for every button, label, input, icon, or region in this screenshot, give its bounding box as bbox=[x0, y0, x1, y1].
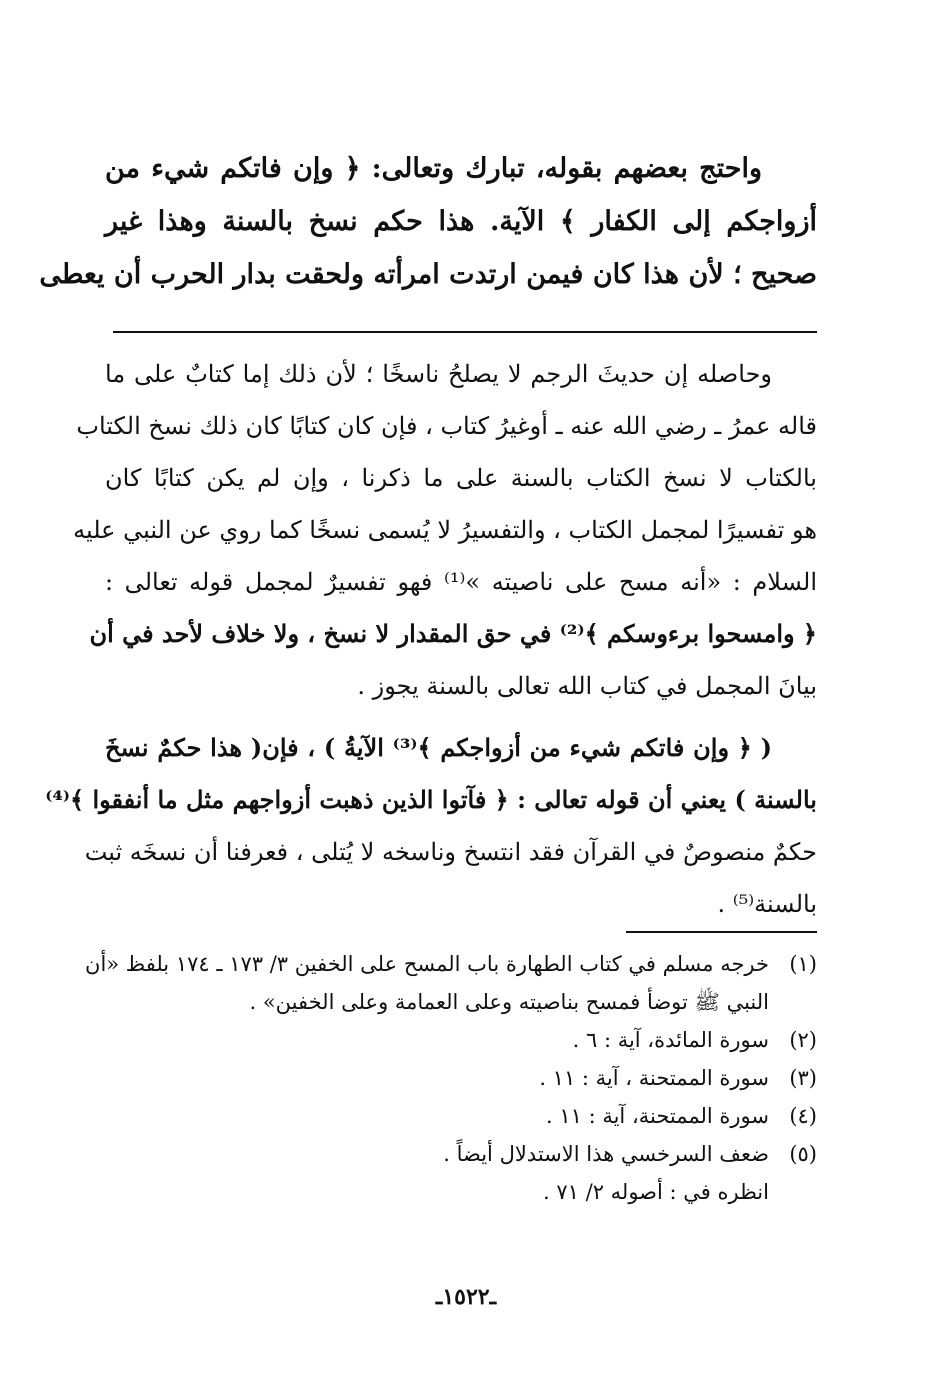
footnotes bbox=[85, 945, 817, 1211]
commentary-line: بيانَ المجمل في كتاب الله تعالى بالسنة يجوز . bbox=[357, 672, 817, 700]
footnote-divider bbox=[626, 931, 817, 933]
commentary-line: ( ﴿ وإن فاتكم شيء من أزواجكم ﴾⁽³⁾ الآيةُ ) ، فإن( هذا حكمٌ نسخَ bbox=[105, 733, 772, 762]
footnote-text: خرجه مسلم في كتاب الطهارة باب المسح على الخفين ٣/ ١٧٣ ـ ١٧٤ بلفظ «أن bbox=[85, 952, 769, 976]
commentary-line: هو تفسيرًا لمجمل الكتاب ، والتفسيرُ لا يُسمى نسخًا كما روي عن النبي عليه bbox=[73, 516, 817, 544]
footnote-item bbox=[105, 1135, 817, 1173]
footnote-text: ضعف السرخسي هذا الاستدلال أيضاً . bbox=[443, 1142, 769, 1166]
footnote-item bbox=[105, 1059, 817, 1097]
main-text-divider bbox=[113, 331, 817, 333]
footnote-continuation: انظره في : أصوله ٢/ ٧١ . bbox=[543, 1180, 769, 1204]
commentary-paragraph-1 bbox=[73, 348, 817, 712]
footnote-item bbox=[85, 945, 817, 983]
commentary-line: ﴿ وامسحوا برءوسكم ﴾⁽²⁾ في حق المقدار لا نسخ ، ولا خلاف لأحد في أن bbox=[89, 619, 817, 648]
footnote-item bbox=[105, 1021, 817, 1059]
main-text-line: واحتج بعضهم بقوله، تبارك وتعالى: ﴿ وإن فاتكم شيء من bbox=[105, 153, 762, 184]
footnote-number: (١) bbox=[789, 952, 817, 976]
commentary-line: بالسنة⁽⁵⁾ . bbox=[717, 890, 817, 918]
commentary-line: وحاصله إن حديثَ الرجم لا يصلحُ ناسخًا ؛ لأن ذلك إما كتابٌ على ما bbox=[105, 360, 772, 388]
main-text-line: صحيح ؛ لأن هذا كان فيمن ارتدت امرأته ولحقت بدار الحرب أن يعطى bbox=[39, 259, 817, 290]
commentary-line: قاله عمرُ ـ رضي الله عنه ـ أوغيرُ كتاب ، فإن كان كتابًا كان ذلك نسخ الكتاب bbox=[76, 412, 817, 440]
footnote-continuation: النبي ﷺ توضأ فمسح بناصيته وعلى العمامة وعلى الخفين» . bbox=[249, 990, 769, 1014]
page-number: ـ١٥٢٢ـ bbox=[435, 1284, 497, 1310]
footnote-text: سورة الممتحنة ، آية : ١١ . bbox=[539, 1066, 769, 1090]
commentary-text bbox=[45, 348, 817, 930]
footnote-number: (٥) bbox=[789, 1142, 817, 1166]
footnote-number: (٤) bbox=[789, 1104, 817, 1128]
commentary-line: بالكتاب لا نسخ الكتاب بالسنة على ما ذكرنا ، وإن لم يكن كتابًا كان bbox=[105, 464, 817, 492]
commentary-line: السلام : «أنه مسح على ناصيته »⁽¹⁾ فهو تفسيرٌ لمجمل قوله تعالى : bbox=[105, 568, 817, 596]
commentary-line: بالسنة ) يعني أن قوله تعالى : ﴿ فآتوا الذين ذهبت أزواجهم مثل ما أنفقوا ﴾⁽⁴⁾ bbox=[45, 785, 817, 814]
footnote-text: سورة المائدة، آية : ٦ . bbox=[572, 1028, 769, 1052]
commentary-paragraph-2 bbox=[45, 722, 817, 930]
footnote-number: (٣) bbox=[789, 1066, 817, 1090]
footnote-text: سورة الممتحنة، آية : ١١ . bbox=[545, 1104, 769, 1128]
main-text bbox=[39, 142, 817, 301]
main-text-line: أزواجكم إلى الكفار ﴾ الآية. هذا حكم نسخ بالسنة وهذا غير bbox=[105, 206, 817, 237]
footnote-number: (٢) bbox=[789, 1028, 817, 1052]
commentary-line: حكمٌ منصوصٌ في القرآن فقد انتسخ وناسخه لا يُتلى ، فعرفنا أن نسخَه ثبت bbox=[84, 838, 817, 866]
footnote-item bbox=[105, 1097, 817, 1135]
